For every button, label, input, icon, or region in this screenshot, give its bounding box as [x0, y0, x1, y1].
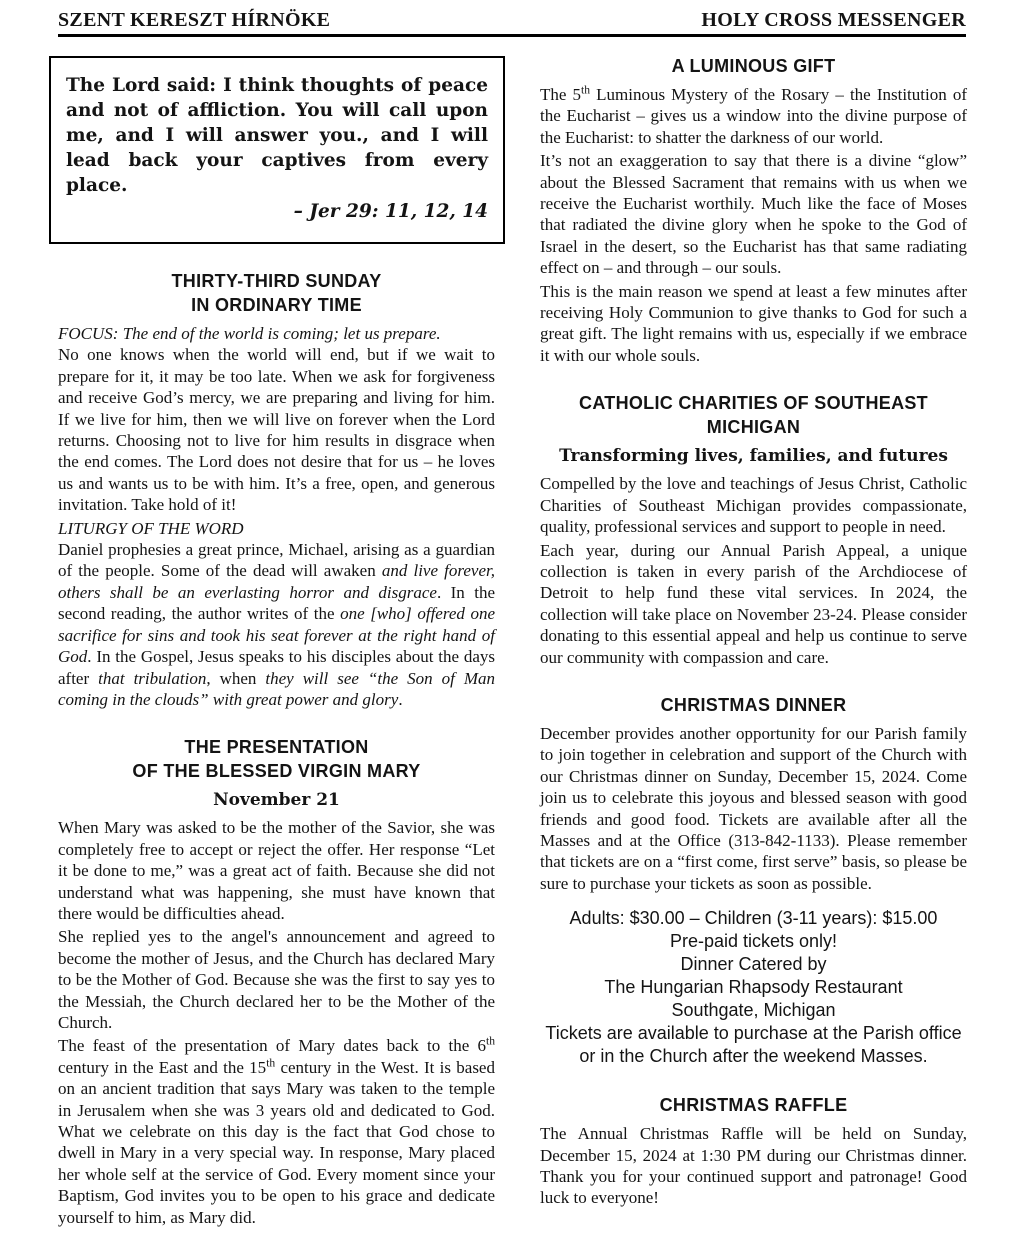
presentation-date: November 21 — [213, 790, 340, 811]
scripture-quote-box — [49, 56, 505, 244]
dinner-info-restaurant: The Hungarian Rhapsody Restaurant — [604, 977, 903, 998]
section-title-line1: THIRTY-THIRD SUNDAY — [171, 271, 382, 291]
dinner-info-tickets-line1: Tickets are available to purchase at the Parish office — [545, 1023, 962, 1044]
dinner-info-prices: Adults: $30.00 – Children (3-11 years): $15.00 — [569, 908, 938, 929]
liturgy-paragraph: Daniel prophesies a great prince, Michael, arising as a guardian of the people. Some of the dead will awaken and live forever, others shall be an everlasting horror and disgrace. In the second reading, the author writes of the one [who] offered one sacrifice for sins and took his seat forever at the right hand of God. In the Gospel, Jesus speaks to his disciples about the days after that tribulation, when they will see “the Son of Man coming in the clouds” with great power and glory. — [58, 540, 496, 709]
section-title-christmas-raffle: CHRISTMAS RAFFLE — [659, 1095, 848, 1116]
bulletin-page — [0, 9, 1024, 1259]
masthead — [58, 9, 966, 37]
section-title-ordinary-time — [58, 269, 495, 317]
section-title-line2: IN ORDINARY TIME — [191, 295, 362, 315]
dinner-ticket-info — [540, 907, 967, 1068]
charities-subtitle: Transforming lives, families, and futures — [559, 446, 948, 467]
luminous-paragraph-1: The 5th Luminous Mystery of the Rosary – the Institution of the Eucharist – gives us a window into the divine purpose of the Eucharist: to shatter the darkness of our world. — [540, 83, 967, 147]
masthead-title-english: HOLY CROSS MESSENGER — [701, 9, 966, 31]
luminous-paragraph-3: This is the main reason we spend at least a few minutes after receiving Holy Communion to give thanks to God for such a great gift. The light remains with us, especially if we embrace it with our whole souls. — [540, 281, 967, 365]
section-title-presentation — [58, 735, 495, 783]
presentation-paragraph-1: When Mary was asked to be the mother of the Savior, she was completely free to accept or reject the offer. Her response “Let it be done to me,” was a great act of faith. Because she did not understand what was happening, she must have known that there would be difficulties ahead. — [58, 818, 495, 923]
section-title-catholic-charities — [540, 391, 967, 439]
right-column — [540, 54, 967, 1230]
section-title-luminous-gift: A LUMINOUS GIFT — [671, 56, 836, 76]
luminous-paragraph-2: It’s not an exaggeration to say that there is a divine “glow” about the Blessed Sacrament that remains with us when we receive the Eucharist worthily. Much like the face of Moses that radiated the divine glory when he spoke to the God of Israel in the desert, so the Eucharist has that same radiating effect on – and through – our souls. — [540, 151, 967, 278]
raffle-paragraph: The Annual Christmas Raffle will be held on Sunday, December 15, 2024 at 1:30 PM during our Christmas dinner. Thank you for your continued support and patronage! Good luck to everyone! — [540, 1124, 967, 1208]
dinner-info-tickets-line2: or in the Church after the weekend Masses. — [579, 1046, 928, 1067]
presentation-title-line1: THE PRESENTATION — [184, 737, 369, 758]
left-column — [58, 54, 495, 1230]
charities-paragraph-2: Each year, during our Annual Parish Appeal, a unique collection is taken in every parish of the Archdiocese of Detroit to help fund these vital services. In 2024, the collection will take place on November 23-24. Please consider donating to this essential appeal and help us continue to serve our community with compassion and care. — [540, 540, 967, 667]
masthead-title-hungarian: SZENT KERESZT HÍRNÖKE — [58, 9, 331, 31]
dinner-info-catered-by: Dinner Catered by — [680, 954, 827, 975]
dinner-paragraph: December provides another opportunity for our Parish family to join together in celebration and support of the Church with our Christmas dinner on Sunday, December 15, 2024. Come join us to celebrate this joyous and blessed season with good friends and good food. Tickets are available after all the Masses and at the Office (313-842-1133). Please remember that tickets are on a “first come, first serve” basis, so please be sure to purchase your tickets as soon as possible. — [540, 723, 967, 893]
dinner-info-prepaid: Pre-paid tickets only! — [669, 931, 838, 952]
sunday-body-paragraph: No one knows when the world will end, but if we wait to prepare for it, it may be too late. When we ask for forgiveness and receive God’s mercy, we are preparing and living for him. If we live for him, then we will live on forever when the Lord returns. Choosing not to live for him results in disgrace when the end comes. The Lord does not desire that for us – he loves us and wants us to be with him. It’s a free, open, and generous invitation. Take hold of it! — [58, 345, 495, 515]
charities-title-line1: CATHOLIC CHARITIES OF SOUTHEAST — [579, 393, 928, 414]
dinner-info-city: Southgate, Michigan — [671, 1000, 836, 1021]
presentation-paragraph-2: She replied yes to the angel's announcement and agreed to become the mother of Jesus, and the Church has declared Mary to be the Mother of God. Because she was the first to say yes to the Messiah, the Church declared her to be the Mother of the Church. — [58, 927, 495, 1032]
section-title-christmas-dinner: CHRISTMAS DINNER — [660, 694, 847, 715]
scripture-quote-text: The Lord said: I think thoughts of peace and not of affliction. You will call upon me, and I will answer you., and I will lead back your captives from every place. — [66, 75, 488, 196]
liturgy-of-the-word-heading: LITURGY OF THE WORD — [58, 518, 244, 538]
charities-paragraph-1: Compelled by the love and teachings of Jesus Christ, Catholic Charities of Southeast Michigan provides compassionate, quality, professional services and support to people in need. — [540, 474, 967, 537]
scripture-quote-attribution: – Jer 29: 11, 12, 14 — [293, 201, 488, 222]
charities-title-line2: MICHIGAN — [706, 417, 801, 438]
two-column-layout — [58, 54, 967, 1230]
presentation-title-line2: OF THE BLESSED VIRGIN MARY — [132, 761, 421, 782]
presentation-paragraph-3: The feast of the presentation of Mary dates back to the 6th century in the East and the 15th century in the West. It is based on an ancient tradition that says Mary was taken to the temple in Jerusalem when she was 3 years old and dedicated to God. What we celebrate on this day is the fact that God chose to dwell in Mary in a very special way. In response, Mary placed her whole self at the service of God. Every moment since your Baptism, God invites you to be open to his grace and dedicate yourself to him, as Mary did. — [58, 1034, 495, 1227]
focus-line: FOCUS: The end of the world is coming; let us prepare. — [58, 324, 441, 343]
